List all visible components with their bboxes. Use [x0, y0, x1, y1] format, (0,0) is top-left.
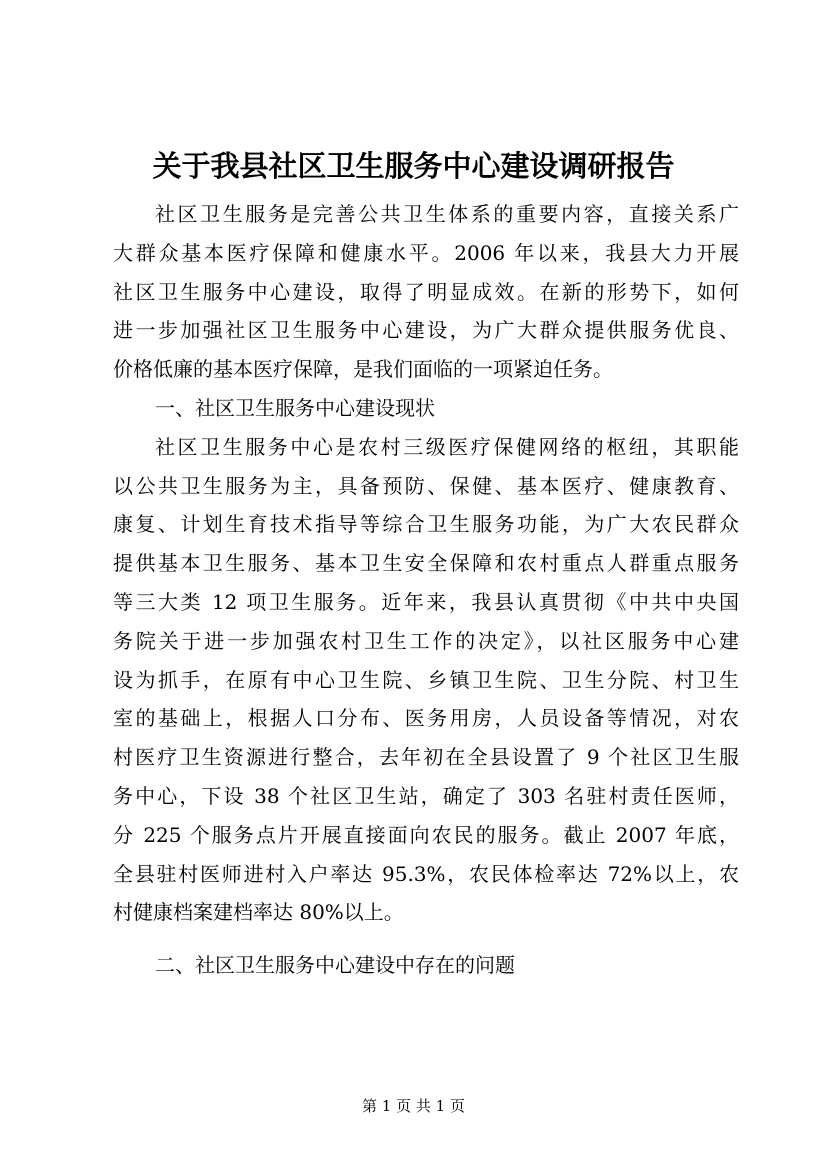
text-line: 分 225 个服务点片开展直接面向农民的服务。截止 2007 年底，	[113, 822, 739, 847]
text-line: 务院关于进一步加强农村卫生工作的决定》，以社区服务中心建	[113, 628, 739, 653]
text-line: 大群众基本医疗保障和健康水平。2006 年以来，我县大力开展	[113, 240, 739, 265]
document-body	[113, 195, 739, 985]
text-line: 设为抓手，在原有中心卫生院、乡镇卫生院、卫生分院、村卫生	[113, 667, 739, 692]
text-line: 全县驻村医师进村入户率达 95.3%，农民体检率达 72%以上，农	[113, 861, 739, 886]
text-line: 等三大类 12 项卫生服务。近年来，我县认真贯彻《中共中央国	[113, 589, 739, 614]
text-line: 以公共卫生服务为主，具备预防、保健、基本医疗、健康教育、	[113, 473, 739, 498]
page-number-footer: 第 1 页 共 1 页	[362, 1097, 465, 1115]
text-line: 进一步加强社区卫生服务中心建设，为广大群众提供服务优良、	[113, 318, 739, 343]
text-line: 室的基础上，根据人口分布、医务用房，人员设备等情况，对农	[113, 706, 739, 731]
text-line: 村医疗卫生资源进行整合，去年初在全县设置了 9 个社区卫生服	[113, 745, 739, 770]
text-line: 村健康档案建档率达 80%以上。	[113, 900, 404, 925]
section-heading-1: 一、社区卫生服务中心建设现状	[155, 395, 435, 420]
text-line: 社区卫生服务中心是农村三级医疗保健网络的枢纽，其职能	[155, 434, 739, 459]
text-line: 提供基本卫生服务、基本卫生安全保障和农村重点人群重点服务	[113, 551, 739, 576]
text-line: 价格低廉的基本医疗保障，是我们面临的一项紧迫任务。	[113, 357, 613, 382]
text-line: 社区卫生服务是完善公共卫生体系的重要内容，直接关系广	[155, 202, 739, 226]
text-line: 康复、计划生育技术指导等综合卫生服务功能，为广大农民群众	[113, 512, 739, 537]
document-title: 关于我县社区卫生服务中心建设调研报告	[152, 149, 675, 183]
section-heading-2: 二、社区卫生服务中心建设中存在的问题	[155, 953, 515, 978]
paragraph-intro	[113, 195, 739, 389]
paragraph-status	[113, 428, 739, 932]
section-gap	[113, 932, 739, 946]
text-line: 社区卫生服务中心建设，取得了明显成效。在新的形势下，如何	[113, 279, 739, 304]
text-line: 务中心，下设 38 个社区卫生站，确定了 303 名驻村责任医师，	[113, 783, 739, 808]
